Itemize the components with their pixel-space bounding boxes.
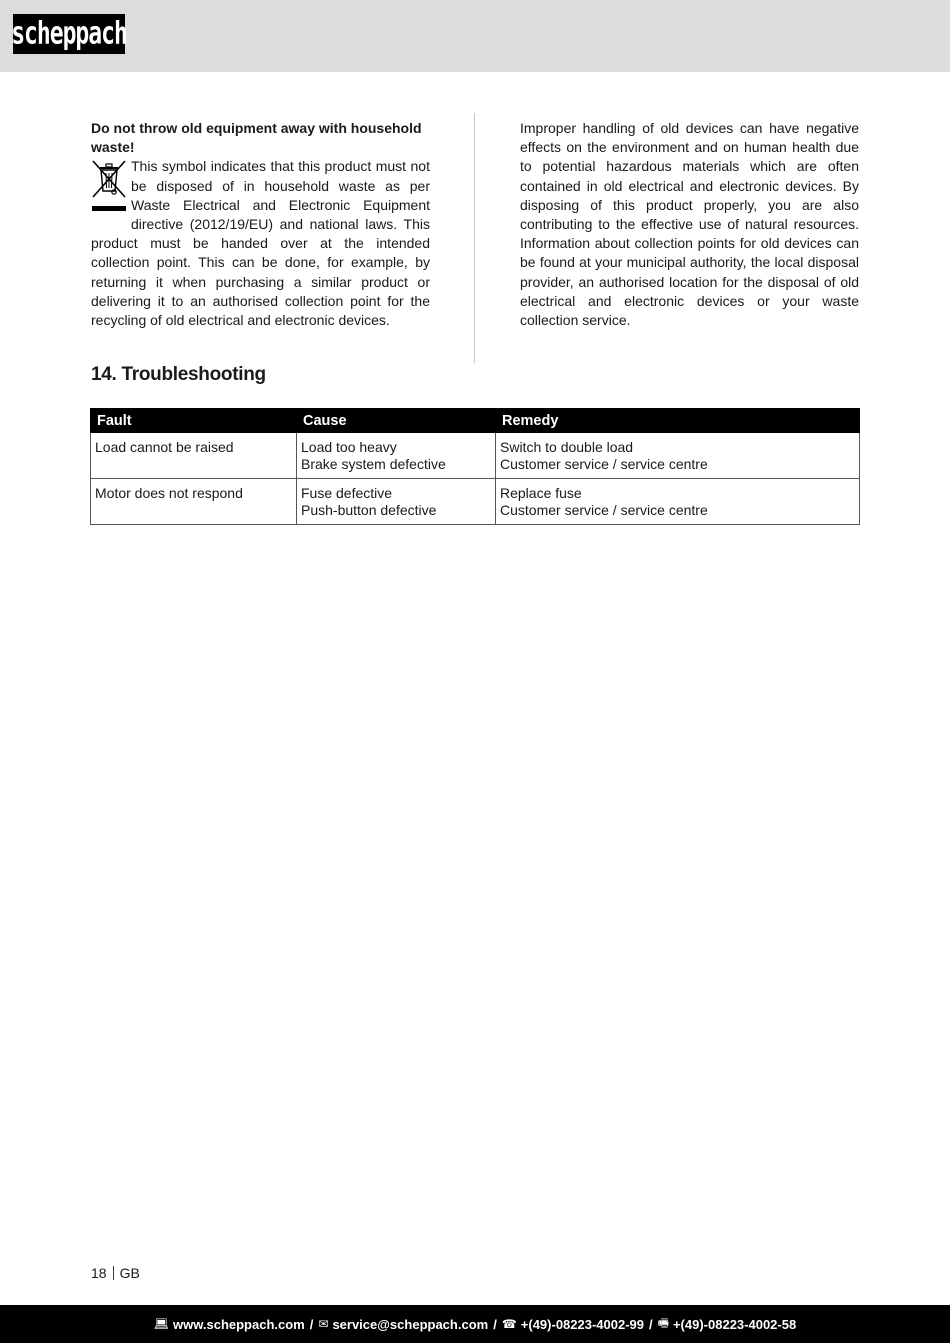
footer-contact-bar — [0, 1305, 950, 1343]
cause-line: Load too heavy — [301, 439, 397, 455]
section-title: 14. Troubleshooting — [91, 364, 266, 385]
cause-line: Brake system defective — [301, 456, 446, 472]
remedy-line: Customer service / service centre — [500, 502, 708, 518]
cause-line: Push-button defective — [301, 502, 437, 518]
header-cause: Cause — [297, 409, 496, 433]
page-number — [91, 1265, 140, 1281]
cause-cell — [297, 479, 496, 525]
footer-separator: / — [649, 1316, 653, 1332]
scheppach-logo: scheppach — [13, 14, 125, 54]
footer-separator: / — [493, 1316, 497, 1332]
cause-line: Fuse defective — [301, 485, 393, 501]
page-language: GB — [119, 1265, 140, 1281]
computer-icon: 💻︎ — [153, 1317, 170, 1331]
header-fault: Fault — [91, 409, 297, 433]
footer-phone: +(49)-08223-4002-99 — [520, 1316, 645, 1332]
disposal-right-text: Improper handling of old devices can have negative effects on the environment and on human health due to potential hazardous materials which are often contained in old electrical and electronic devices. By disposing of this product properly, you are also contributing to the effective use of natural resources. Information about collection points for old devices can be found at your municipal authority, the local disposal provider, an authorised location for the disposal of old electrical and electronic devices or your waste collection service. — [520, 120, 859, 329]
disposal-left-column — [91, 119, 430, 330]
disposal-warning-title: Do not throw old equipment away with household waste! — [91, 120, 422, 156]
remedy-cell — [496, 433, 860, 479]
page-number-separator — [113, 1266, 114, 1280]
fault-cell: Motor does not respond — [91, 479, 297, 525]
page-number-value: 18 — [91, 1265, 107, 1281]
header-band — [0, 0, 950, 72]
table-header-row — [91, 409, 860, 433]
disposal-left-text: This symbol indicates that this product must not be disposed of in household waste as per Waste Electrical and Electronic Equipment directive (2012/19/EU) and national laws. This product must be handed over at the intended collection point. This can be done, for example, by returning it when purchasing a similar product or delivering it to an authorised collection point for the recycling of old electrical and electronic devices. — [91, 158, 430, 329]
remedy-line: Replace fuse — [500, 485, 582, 501]
column-divider — [474, 113, 475, 363]
footer-email-link[interactable]: service@scheppach.com — [332, 1316, 489, 1332]
phone-icon: ☎ — [501, 1317, 517, 1331]
remedy-line: Customer service / service centre — [500, 456, 708, 472]
fax-icon: 🖷︎ — [657, 1315, 669, 1330]
remedy-cell — [496, 479, 860, 525]
footer-fax: +(49)-08223-4002-58 — [672, 1316, 797, 1332]
remedy-line: Switch to double load — [500, 439, 634, 455]
table-row — [91, 433, 860, 479]
footer-website-link[interactable]: www.scheppach.com — [173, 1316, 305, 1332]
crossed-out-wheelie-bin-icon — [91, 159, 127, 217]
footer-separator: / — [309, 1316, 314, 1332]
fault-cell: Load cannot be raised — [91, 433, 297, 479]
table-row — [91, 479, 860, 525]
header-remedy: Remedy — [496, 409, 860, 433]
mail-icon: ✉︎ — [318, 1317, 329, 1331]
troubleshooting-table — [90, 408, 860, 525]
cause-cell — [297, 433, 496, 479]
